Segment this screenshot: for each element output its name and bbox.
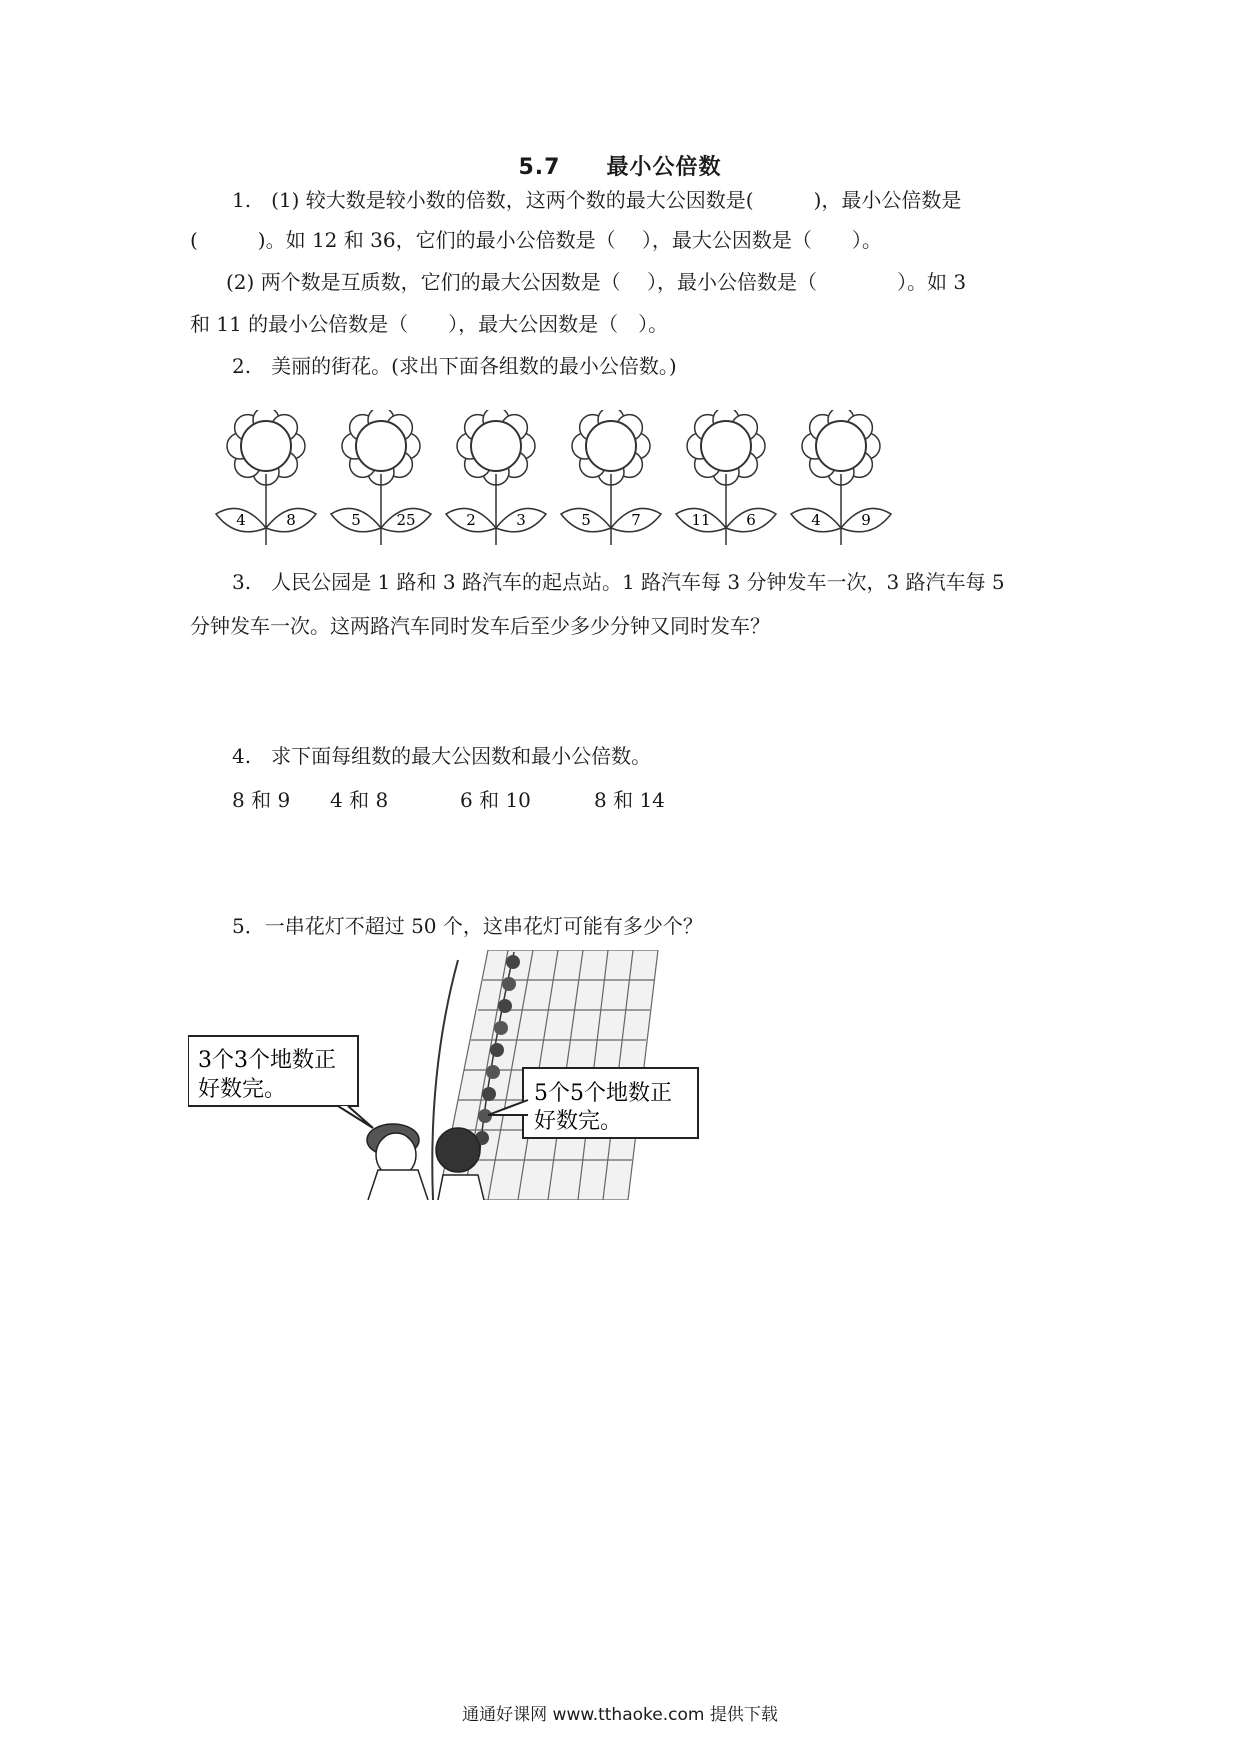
q4-text: 4. 求下面每组数的最大公因数和最小公倍数。 <box>232 744 652 768</box>
bubble-left-line2: 好数完。 <box>198 1077 287 1102</box>
lantern-illustration <box>188 950 708 1200</box>
q1-line1: 1. (1) 较大数是较小数的倍数，这两个数的最大公因数是( )，最小公倍数是 <box>232 188 962 212</box>
flower-5 <box>676 410 776 545</box>
flower-1 <box>216 410 316 545</box>
flowers-figure <box>214 410 934 550</box>
bubble-right-line2: 好数完。 <box>534 1109 623 1134</box>
speech-bubble-left <box>188 1036 373 1128</box>
q1-line4: 和 11 的最小公倍数是（ ），最大公因数是（ ）。 <box>190 312 669 336</box>
flower-head <box>457 410 535 485</box>
boy-figure <box>367 1124 428 1200</box>
q4-pair-3: 6 和 10 <box>460 788 531 812</box>
leaf-left-number: 5 <box>351 511 361 529</box>
bubble-left-line1: 3个3个地数正 <box>198 1048 336 1073</box>
leaf-left-number: 4 <box>236 511 246 529</box>
leaf-right-number: 3 <box>516 511 526 529</box>
q1-line3: (2) 两个数是互质数，它们的最大公因数是（ ），最小公倍数是（ ）。如 3 <box>226 270 967 294</box>
leaf-left-number: 5 <box>581 511 591 529</box>
q4-pair-2: 4 和 8 <box>330 788 389 812</box>
q5-text: 5．一串花灯不超过 50 个，这串花灯可能有多少个？ <box>232 914 703 938</box>
flower-head <box>227 410 305 485</box>
footer-source: 通通好课网 www.tthaoke.com 提供下载 <box>462 1705 778 1725</box>
bubble-right-line1: 5个5个地数正 <box>534 1081 672 1106</box>
q1-line2: ( )。如 12 和 36，它们的最小公倍数是（ ），最大公因数是（ ）。 <box>190 228 882 252</box>
page-title: 5.7 最小公倍数 <box>518 155 722 180</box>
flower-head <box>342 410 420 485</box>
flower-4 <box>561 410 661 545</box>
flower-head <box>802 410 880 485</box>
leaf-left-number: 4 <box>811 511 821 529</box>
q4-pair-4: 8 和 14 <box>594 788 665 812</box>
leaf-left-number: 11 <box>691 511 711 529</box>
q4-pair-1: 8 和 9 <box>232 788 291 812</box>
leaf-right-number: 9 <box>861 511 871 529</box>
flower-2 <box>331 410 431 545</box>
flower-6 <box>791 410 891 545</box>
leaf-right-number: 7 <box>631 511 641 529</box>
leaf-left-number: 2 <box>466 511 476 529</box>
flower-head <box>687 410 765 485</box>
q3-line1: 3. 人民公园是 1 路和 3 路汽车的起点站。1 路汽车每 3 分钟发车一次，3 路汽车每 5 <box>232 570 1005 594</box>
leaf-right-number: 6 <box>746 511 756 529</box>
q2-text: 2. 美丽的街花。(求出下面各组数的最小公倍数。) <box>232 354 677 378</box>
leaf-right-number: 8 <box>286 511 296 529</box>
leaf-right-number: 25 <box>396 511 416 529</box>
flower-3 <box>446 410 546 545</box>
q3-line2: 分钟发车一次。这两路汽车同时发车后至少多少分钟又同时发车？ <box>190 614 770 638</box>
flower-head <box>572 410 650 485</box>
